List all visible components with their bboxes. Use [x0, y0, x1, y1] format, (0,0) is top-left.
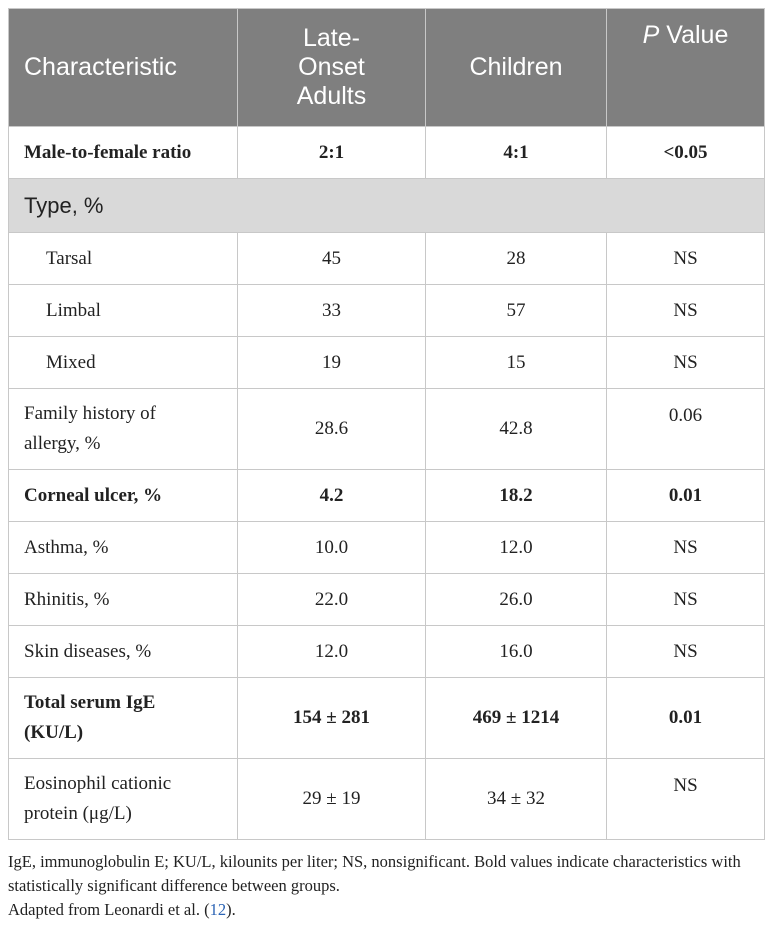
- cell-p-value: NS: [607, 626, 765, 678]
- cell-p-value: 0.06: [607, 389, 765, 470]
- table-row: [9, 759, 765, 840]
- cell-children: 12.0: [426, 522, 607, 574]
- header-characteristic: Characteristic: [9, 9, 238, 127]
- cell-adults: 29 ± 19: [238, 759, 426, 840]
- cell-p-value: NS: [607, 337, 765, 389]
- table-container: [8, 8, 764, 840]
- cell-p-value: NS: [607, 759, 765, 840]
- cell-adults: 33: [238, 285, 426, 337]
- cell-adults: 22.0: [238, 574, 426, 626]
- table-footnote: [8, 850, 768, 922]
- reference-link[interactable]: 12: [209, 900, 227, 919]
- cell-children: 26.0: [426, 574, 607, 626]
- table-row: [9, 678, 765, 759]
- row-label: Total serum IgE (KU/L): [9, 678, 238, 759]
- table-row: [9, 626, 765, 678]
- source-prefix: Adapted from Leonardi et al. (: [8, 900, 210, 919]
- row-label: Skin diseases, %: [9, 626, 238, 678]
- cell-adults: 12.0: [238, 626, 426, 678]
- row-label: Asthma, %: [9, 522, 238, 574]
- table-row: [9, 127, 765, 179]
- cell-children: 16.0: [426, 626, 607, 678]
- cell-children: 57: [426, 285, 607, 337]
- cell-p-value: NS: [607, 233, 765, 285]
- row-label: Mixed: [9, 337, 238, 389]
- table-row: [9, 285, 765, 337]
- cell-children: 469 ± 1214: [426, 678, 607, 759]
- row-label: Rhinitis, %: [9, 574, 238, 626]
- row-label: Corneal ulcer, %: [9, 470, 238, 522]
- source-suffix: ).: [226, 900, 236, 919]
- table-row: [9, 389, 765, 470]
- cell-adults: 154 ± 281: [238, 678, 426, 759]
- table-row: [9, 522, 765, 574]
- p-italic: P: [642, 21, 660, 49]
- header-late-onset-adults: Late-Onset Adults: [238, 9, 426, 127]
- row-label: Limbal: [9, 285, 238, 337]
- cell-p-value: NS: [607, 574, 765, 626]
- row-label: Male-to-female ratio: [9, 127, 238, 179]
- row-label: Eosinophil cationic protein (μg/L): [9, 759, 238, 840]
- footnote-source: [8, 898, 768, 922]
- footnote-abbreviations: IgE, immunoglobulin E; KU/L, kilounits per liter; NS, nonsignificant. Bold values indicate characteristics with statistically significant difference between groups.: [8, 852, 741, 895]
- section-label: Type, %: [9, 179, 765, 233]
- cell-p-value: NS: [607, 285, 765, 337]
- data-table: [8, 8, 765, 840]
- cell-children: 34 ± 32: [426, 759, 607, 840]
- cell-adults: 19: [238, 337, 426, 389]
- table-row: [9, 233, 765, 285]
- cell-p-value: 0.01: [607, 470, 765, 522]
- p-rest: Value: [659, 21, 729, 49]
- cell-p-value: 0.01: [607, 678, 765, 759]
- cell-adults: 4.2: [238, 470, 426, 522]
- row-label: Family history of allergy, %: [9, 389, 238, 470]
- table-row: [9, 574, 765, 626]
- cell-children: 15: [426, 337, 607, 389]
- header-children: Children: [426, 9, 607, 127]
- header-p-value: [607, 9, 765, 127]
- row-label: Tarsal: [9, 233, 238, 285]
- table-row: [9, 337, 765, 389]
- cell-p-value: NS: [607, 522, 765, 574]
- cell-children: 28: [426, 233, 607, 285]
- cell-adults: 45: [238, 233, 426, 285]
- cell-children: 18.2: [426, 470, 607, 522]
- cell-adults: 10.0: [238, 522, 426, 574]
- table-row: [9, 470, 765, 522]
- cell-children: 42.8: [426, 389, 607, 470]
- header-row: [9, 9, 765, 127]
- cell-adults: 2:1: [238, 127, 426, 179]
- cell-p-value: <0.05: [607, 127, 765, 179]
- section-row: [9, 179, 765, 233]
- cell-adults: 28.6: [238, 389, 426, 470]
- cell-children: 4:1: [426, 127, 607, 179]
